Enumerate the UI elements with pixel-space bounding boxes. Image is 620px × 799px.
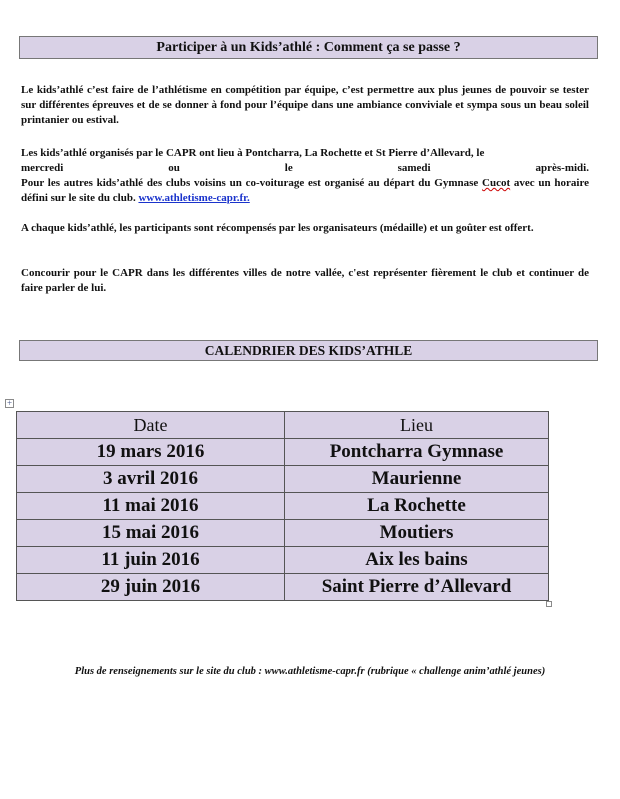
place-cell: Moutiers xyxy=(285,520,549,547)
intro-paragraph: Le kids’athlé c’est faire de l’athlétisme en compétition par équipe, c’est permettre aux plus jeunes de pouvoir se tester sur différentes épreuves et de se donner à fond pour l’équipe dans une ambiance conviviale et sympa sous un beau soleil printanier ou estival. xyxy=(21,84,589,126)
table-row xyxy=(17,466,549,493)
date-cell: 19 mars 2016 xyxy=(17,439,285,466)
organisation-line-3 xyxy=(21,176,589,206)
section-title-calendrier: CALENDRIER DES KIDS’ATHLE xyxy=(19,340,598,361)
footer-note: Plus de renseignements sur le site du club : www.athletisme-capr.fr (rubrique « challenge anim’athlé jeunes) xyxy=(74,666,546,677)
table-row xyxy=(17,493,549,520)
word: ou xyxy=(168,162,180,174)
place-cell: Aix les bains xyxy=(285,547,549,574)
place-cell: Maurienne xyxy=(285,466,549,493)
word: mercredi xyxy=(21,162,64,174)
date-cell: 29 juin 2016 xyxy=(17,574,285,601)
date-cell: 3 avril 2016 xyxy=(17,466,285,493)
reward-paragraph: A chaque kids’athlé, les participants sont récompensés par les organisateurs (médaille) et un goûter est offert. xyxy=(21,222,534,234)
organisation-line-2 xyxy=(21,161,589,176)
date-cell: 11 mai 2016 xyxy=(17,493,285,520)
pride-paragraph: Concourir pour le CAPR dans les différentes villes de notre vallée, c'est représenter fièrement le club et continuer de faire parler de lui. xyxy=(21,267,589,294)
calendar-table xyxy=(16,411,549,601)
date-cell: 11 juin 2016 xyxy=(17,547,285,574)
spellcheck-word: Cucot xyxy=(482,177,511,189)
header-date: Date xyxy=(17,412,285,439)
word: le xyxy=(284,162,293,174)
organisation-paragraph xyxy=(21,146,589,206)
word: après-midi. xyxy=(535,162,589,174)
place-cell: Pontcharra Gymnase xyxy=(285,439,549,466)
word: samedi xyxy=(397,162,431,174)
resize-handle-icon[interactable] xyxy=(546,601,552,607)
organisation-line-1: Les kids’athlé organisés par le CAPR ont lieu à Pontcharra, La Rochette et St Pierre d’Allevard, le xyxy=(21,147,485,159)
covoiturage-text-end: avec un horaire défini sur le site du club. xyxy=(21,177,590,204)
calendar-header-row xyxy=(17,412,549,439)
table-row xyxy=(17,574,549,601)
place-cell: La Rochette xyxy=(285,493,549,520)
date-cell: 15 mai 2016 xyxy=(17,520,285,547)
table-row xyxy=(17,547,549,574)
section-title-participer: Participer à un Kids’athlé : Comment ça se passe ? xyxy=(19,36,598,59)
table-row xyxy=(17,439,549,466)
covoiturage-text: Pour les autres kids’athlé des clubs voisins un co-voiturage est organisé au départ du Gymnase xyxy=(21,177,479,189)
club-website-link[interactable]: www.athletisme-capr.fr. xyxy=(138,192,250,204)
place-cell: Saint Pierre d’Allevard xyxy=(285,574,549,601)
table-row xyxy=(17,520,549,547)
move-handle-icon[interactable]: + xyxy=(6,398,13,408)
header-lieu: Lieu xyxy=(285,412,549,439)
